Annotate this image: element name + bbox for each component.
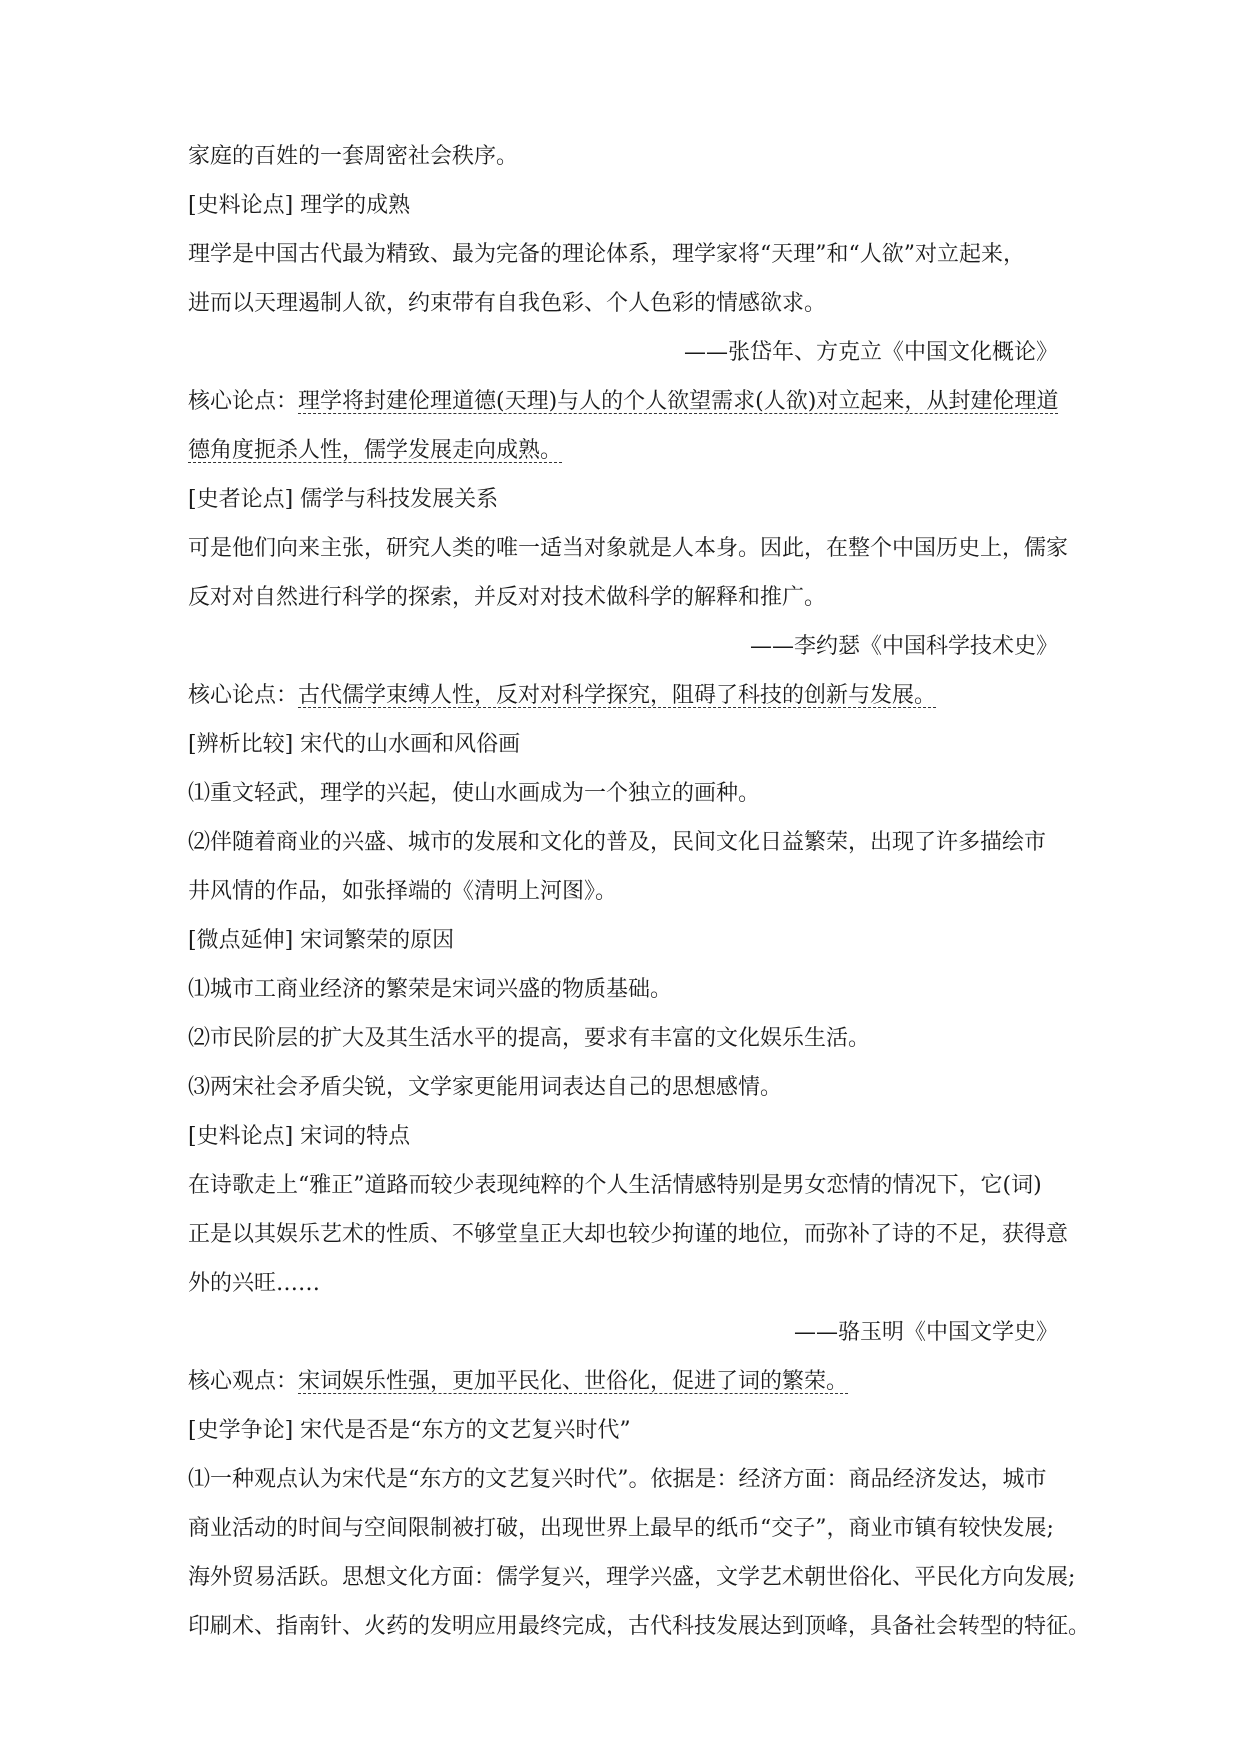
paragraph-line: 印刷术、指南针、火药的发明应用最终完成，古代科技发展达到顶峰，具备社会转型的特征。 (188, 1614, 1091, 1639)
paragraph-line: ⑴重文轻武，理学的兴起，使山水画成为一个独立的画种。 (188, 781, 761, 806)
paragraph-line: 理学是中国古代最为精致、最为完备的理论体系，理学家将“天理”和“人欲”对立起来， (188, 242, 1025, 267)
section-heading: [史学争论] 宋代是否是“东方的文艺复兴时代” (188, 1418, 631, 1443)
paragraph-line: 进而以天理遏制人欲，约束带有自我色彩、个人色彩的情感欲求。 (188, 291, 827, 316)
paragraph-line: 商业活动的时间与空间限制被打破，出现世界上最早的纸币“交子”，商业市镇有较快发展; (188, 1516, 1054, 1541)
paragraph-line: ⑴一种观点认为宋代是“东方的文艺复兴时代”。依据是：经济方面：商品经济发达，城市 (188, 1467, 1047, 1492)
paragraph-line: 海外贸易活跃。思想文化方面：儒学复兴，理学兴盛，文学艺术朝世俗化、平民化方向发展; (188, 1565, 1076, 1590)
paragraph-line: 反对对自然进行科学的探索，并反对对技术做科学的解释和推广。 (188, 585, 827, 610)
core-point-label: 核心论点： (188, 683, 299, 708)
core-point-continuation (188, 436, 1058, 466)
section-heading: [史者论点] 儒学与科技发展关系 (188, 487, 499, 512)
source-citation: ——李约瑟《中国科学技术史》 (749, 634, 1058, 659)
core-point-text: 理学将封建伦理道德(天理)与人的个人欲望需求(人欲)对立起来，从封建伦理道 (298, 389, 1059, 414)
section-heading: [史料论点] 宋词的特点 (188, 1124, 411, 1149)
core-point-text: 古代儒学束缚人性，反对对科学探究，阻碍了科技的创新与发展。 (298, 683, 937, 708)
core-point-text: 德角度扼杀人性，儒学发展走向成熟。 (188, 438, 563, 463)
source-citation: ——张岱年、方克立《中国文化概论》 (683, 340, 1058, 365)
core-point-text: 宋词娱乐性强，更加平民化、世俗化，促进了词的繁荣。 (298, 1369, 849, 1394)
paragraph-line: ⑴城市工商业经济的繁荣是宋词兴盛的物质基础。 (188, 977, 673, 1002)
section-heading: [辨析比较] 宋代的山水画和风俗画 (188, 732, 521, 757)
paragraph-line: 井风情的作品，如张择端的《清明上河图》。 (188, 879, 618, 904)
section-heading: [微点延伸] 宋词繁荣的原因 (188, 928, 455, 953)
core-point (188, 681, 1058, 711)
paragraph-line: ⑵伴随着商业的兴盛、城市的发展和文化的普及，民间文化日益繁荣，出现了许多描绘市 (188, 830, 1047, 855)
paragraph-line: 家庭的百姓的一套周密社会秩序。 (188, 144, 519, 169)
core-point-label: 核心论点： (188, 389, 299, 414)
paragraph-line: 正是以其娱乐艺术的性质、不够堂皇正大却也较少拘谨的地位，而弥补了诗的不足，获得意 (188, 1222, 1069, 1247)
paragraph-line: 可是他们向来主张，研究人类的唯一适当对象就是人本身。因此，在整个中国历史上，儒家 (188, 536, 1069, 561)
paragraph-line: ⑶两宋社会矛盾尖锐，文学家更能用词表达自己的思想感情。 (188, 1075, 783, 1100)
paragraph-line: 在诗歌走上“雅正”道路而较少表现纯粹的个人生活情感特别是男女恋情的情况下，它(词) (188, 1173, 1042, 1198)
source-citation: ——骆玉明《中国文学史》 (793, 1320, 1058, 1345)
paragraph-line: 外的兴旺…… (188, 1271, 321, 1296)
core-point-label: 核心观点： (188, 1369, 299, 1394)
section-heading: [史料论点] 理学的成熟 (188, 193, 411, 218)
document-page (188, 142, 1091, 1661)
core-point (188, 387, 1058, 417)
core-point (188, 1367, 1058, 1397)
paragraph-line: ⑵市民阶层的扩大及其生活水平的提高，要求有丰富的文化娱乐生活。 (188, 1026, 871, 1051)
